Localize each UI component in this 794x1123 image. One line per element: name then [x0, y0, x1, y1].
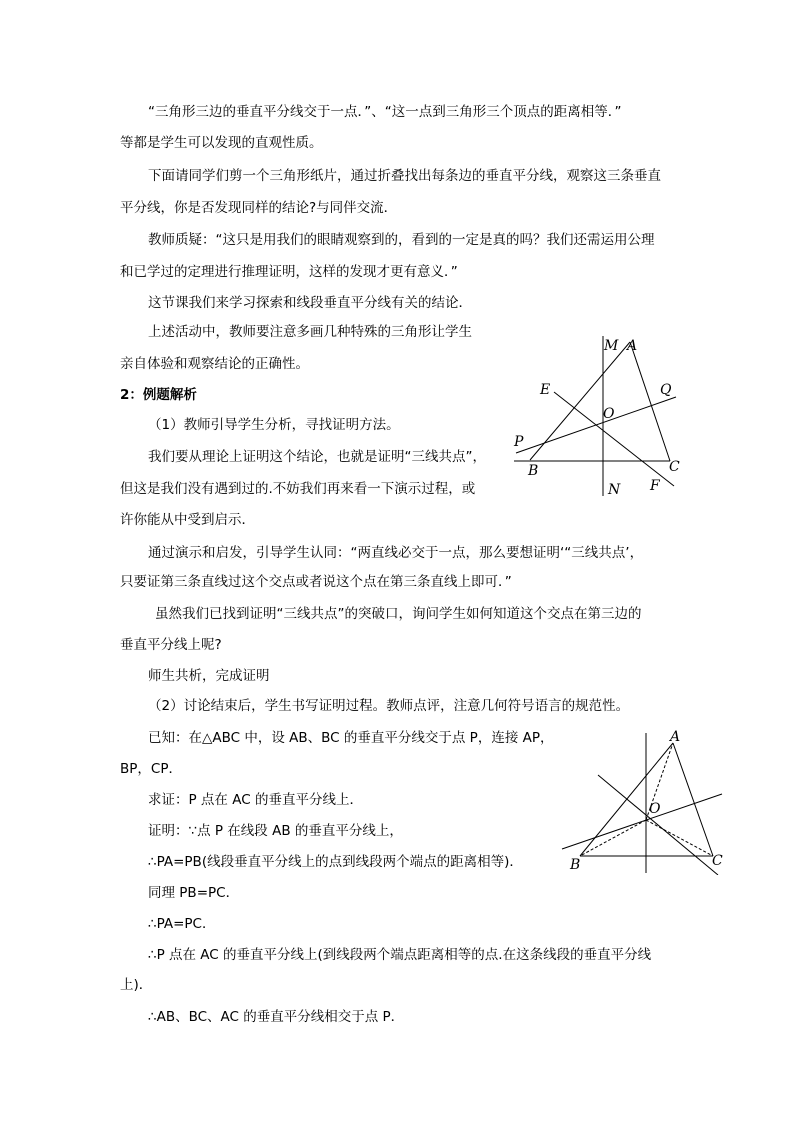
- given-line-1: 已知：在△ABC 中，设 AB、BC 的垂直平分线交于点 P，连接 AP，: [148, 730, 554, 746]
- para-9: 师生共析，完成证明: [148, 668, 270, 684]
- label2-b: B: [570, 857, 581, 873]
- para-3-line-1: 教师质疑：“这只是用我们的眼睛观察到的，看到的一定是真的吗？我们还需运用公理: [148, 232, 655, 248]
- para-8-line-2: 垂直平分线上呢?: [120, 637, 222, 653]
- bisector-2-ab: [562, 794, 722, 849]
- prove-statement: 求证：P 点在 AC 的垂直平分线上．: [148, 792, 363, 808]
- label2-o: O: [649, 801, 661, 817]
- para-2-line-1: 下面请同学们剪一个三角形纸片，通过折叠找出每条边的垂直平分线，观察这三条垂直: [148, 168, 661, 184]
- step-1: （1）教师引导学生分析，寻找证明方法。: [148, 417, 400, 433]
- triangle-side-ab: [530, 342, 630, 460]
- proof-line-5-cont: 上)．: [120, 977, 153, 993]
- label-f: F: [650, 478, 660, 494]
- para-3-line-2: 和已学过的定理进行推理证明，这样的发现才更有意义．”: [120, 264, 458, 280]
- para-2-line-2: 平分线，你是否发现同样的结论?与同伴交流．: [120, 200, 398, 216]
- label-m: M: [604, 338, 619, 354]
- para-4: 这节课我们来学习探索和线段垂直平分线有关的结论．: [148, 295, 472, 311]
- proof-line-1: 证明：∵点 P 在线段 AB 的垂直平分线上，: [148, 823, 403, 839]
- label-e: E: [540, 382, 551, 398]
- para-1-line-1: “三角形三边的垂直平分线交于一点．”、“这一点到三角形三个顶点的距离相等．”: [148, 104, 622, 120]
- para-5-line-1: 上述活动中，教师要注意多画几种特殊的三角形让学生: [148, 324, 472, 340]
- proof-line-2: ∴PA=PB(线段垂直平分线上的点到线段两个端点的距离相等)．: [148, 854, 523, 870]
- proof-line-5: ∴P 点在 AC 的垂直平分线上(到线段两个端点距离相等的点.在这条线段的垂直平分线: [148, 947, 652, 963]
- para-7-line-1: 通过演示和启发，引导学生认同：“两直线必交于一点，那么要想证明‘“三线共点’，: [148, 545, 644, 561]
- proof-line-4: ∴PA=PC．: [148, 916, 216, 932]
- figure-2-diagram: [558, 725, 738, 875]
- label-b: B: [528, 463, 539, 479]
- label-q: Q: [660, 382, 672, 398]
- given-line-2: BP，CP．: [120, 761, 182, 777]
- proof-line-3: 同理 PB=PC．: [148, 885, 240, 901]
- segment-pc: [646, 820, 713, 856]
- figure-1-diagram: [500, 330, 700, 500]
- para-6-line-2: 但这是我们没有遇到过的.不妨我们再来看一下演示过程，或: [120, 481, 476, 497]
- para-8-line-1: 虽然我们已找到证明“三线共点”的突破口，询问学生如何知道这个交点在第三边的: [155, 606, 642, 622]
- para-7-line-2: 只要证第三条直线过这个交点或者说这个点在第三条直线上即可．”: [120, 574, 512, 590]
- para-5-line-2: 亲自体验和观察结论的正确性。: [120, 356, 309, 372]
- label-n: N: [608, 482, 621, 498]
- segment-pb: [580, 820, 646, 856]
- para-6-line-1: 我们要从理论上证明这个结论，也就是证明“三线共点”，: [148, 449, 486, 465]
- label-o: O: [603, 406, 615, 422]
- para-1-line-2: 等都是学生可以发现的直观性质。: [120, 135, 323, 151]
- para-6-line-3: 许你能从中受到启示．: [120, 512, 255, 528]
- label2-a: A: [670, 729, 681, 745]
- step-2: （2）讨论结束后，学生书写证明过程。教师点评，注意几何符号语言的规范性。: [148, 698, 630, 714]
- proof-line-6: ∴AB、BC、AC 的垂直平分线相交于点 P．: [148, 1009, 405, 1025]
- triangle2-side-ab: [580, 743, 673, 856]
- label-p: P: [514, 434, 524, 450]
- label-c: C: [669, 459, 680, 475]
- bisector-2-ac: [598, 775, 718, 875]
- label-a: A: [627, 338, 638, 354]
- section-heading: 2：例题解析: [120, 387, 197, 403]
- label2-c: C: [712, 853, 723, 869]
